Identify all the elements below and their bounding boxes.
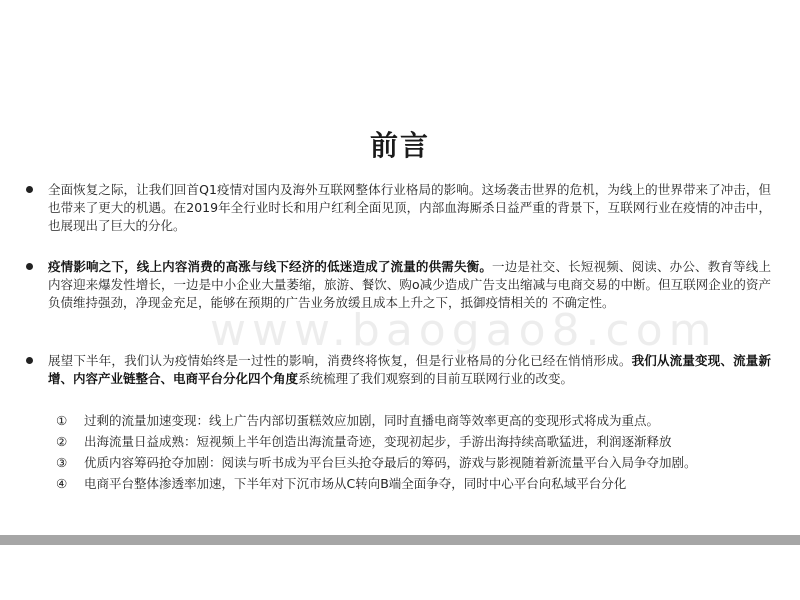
bullet-bold-mid: 我们从流量变现、流量新增、内容产业链整合、电商平台分化四个角度 (48, 353, 771, 386)
bullet-text (48, 258, 771, 312)
bullet-paragraph-1 (26, 181, 771, 235)
list-item-text: 电商平台整体渗透率加速，下半年对下沉市场从C转向B端全面争夺，同时中心平台向私域平台分化 (84, 476, 627, 491)
bullet-text (48, 352, 771, 388)
bullet-bold-lead: 疫情影响之下，线上内容消费的高涨与线下经济的低迷造成了流量的供需失衡。 (48, 259, 493, 274)
circled-number: ④ (56, 476, 68, 491)
bullet-paragraph-2 (26, 258, 771, 312)
list-item (56, 473, 776, 494)
bullet-body: 系统梳理了我们观察到的目前互联网行业的改变。 (298, 371, 574, 386)
bullet-dot-icon (26, 357, 33, 364)
footer-divider-bar (0, 535, 800, 545)
bullet-paragraph-3 (26, 352, 771, 388)
numbered-list (56, 410, 776, 494)
bullet-dot-icon (26, 263, 33, 270)
circled-number: ① (56, 413, 68, 428)
page-title: 前言 (369, 129, 430, 162)
list-item (56, 431, 776, 452)
list-item-text: 出海流量日益成熟：短视频上半年创造出海流量奇迹，变现初起步，手游出海持续高歌猛进，利润逐渐释放 (84, 434, 672, 449)
list-item (56, 410, 776, 431)
bullet-body: 全面恢复之际，让我们回首Q1疫情对国内及海外互联网整体行业格局的影响。这场袭击世界的危机，为线上的世界带来了冲击，但也带来了更大的机遇。在2019年全行业时长和用户红利全面见顶，内部血海厮杀日益严重的背景下，互联网行业在疫情的冲击中，也展现出了巨大的分化。 (48, 182, 771, 233)
bullet-body: 一边是社交、长短视频、阅读、办公、教育等线上内容迎来爆发性增长，一边是中小企业大量萎缩，旅游、餐饮、购o减少造成广告支出缩减与电商交易的中断。但互联网企业的资产负债维持强劲，净现金充足，能够在预期的广告业务放缓且成本上升之下，抵御疫情相关的 不确定性。 (48, 259, 771, 310)
list-item (56, 452, 776, 473)
circled-number: ② (56, 434, 68, 449)
circled-number: ③ (56, 455, 68, 470)
watermark: www.baogao8.com (210, 305, 718, 356)
list-item-text: 优质内容筹码抢夺加剧：阅读与听书成为平台巨头抢夺最后的筹码，游戏与影视随着新流量平台入局争夺加剧。 (84, 455, 697, 470)
bullet-pre: 展望下半年，我们认为疫情始终是一过性的影响，消费终将恢复，但是行业格局的分化已经在悄悄形成。 (48, 353, 632, 368)
bullet-dot-icon (26, 186, 33, 193)
list-item-text: 过剩的流量加速变现：线上广告内部切蛋糕效应加剧，同时直播电商等效率更高的变现形式将成为重点。 (84, 413, 660, 428)
bullet-text (48, 181, 771, 235)
